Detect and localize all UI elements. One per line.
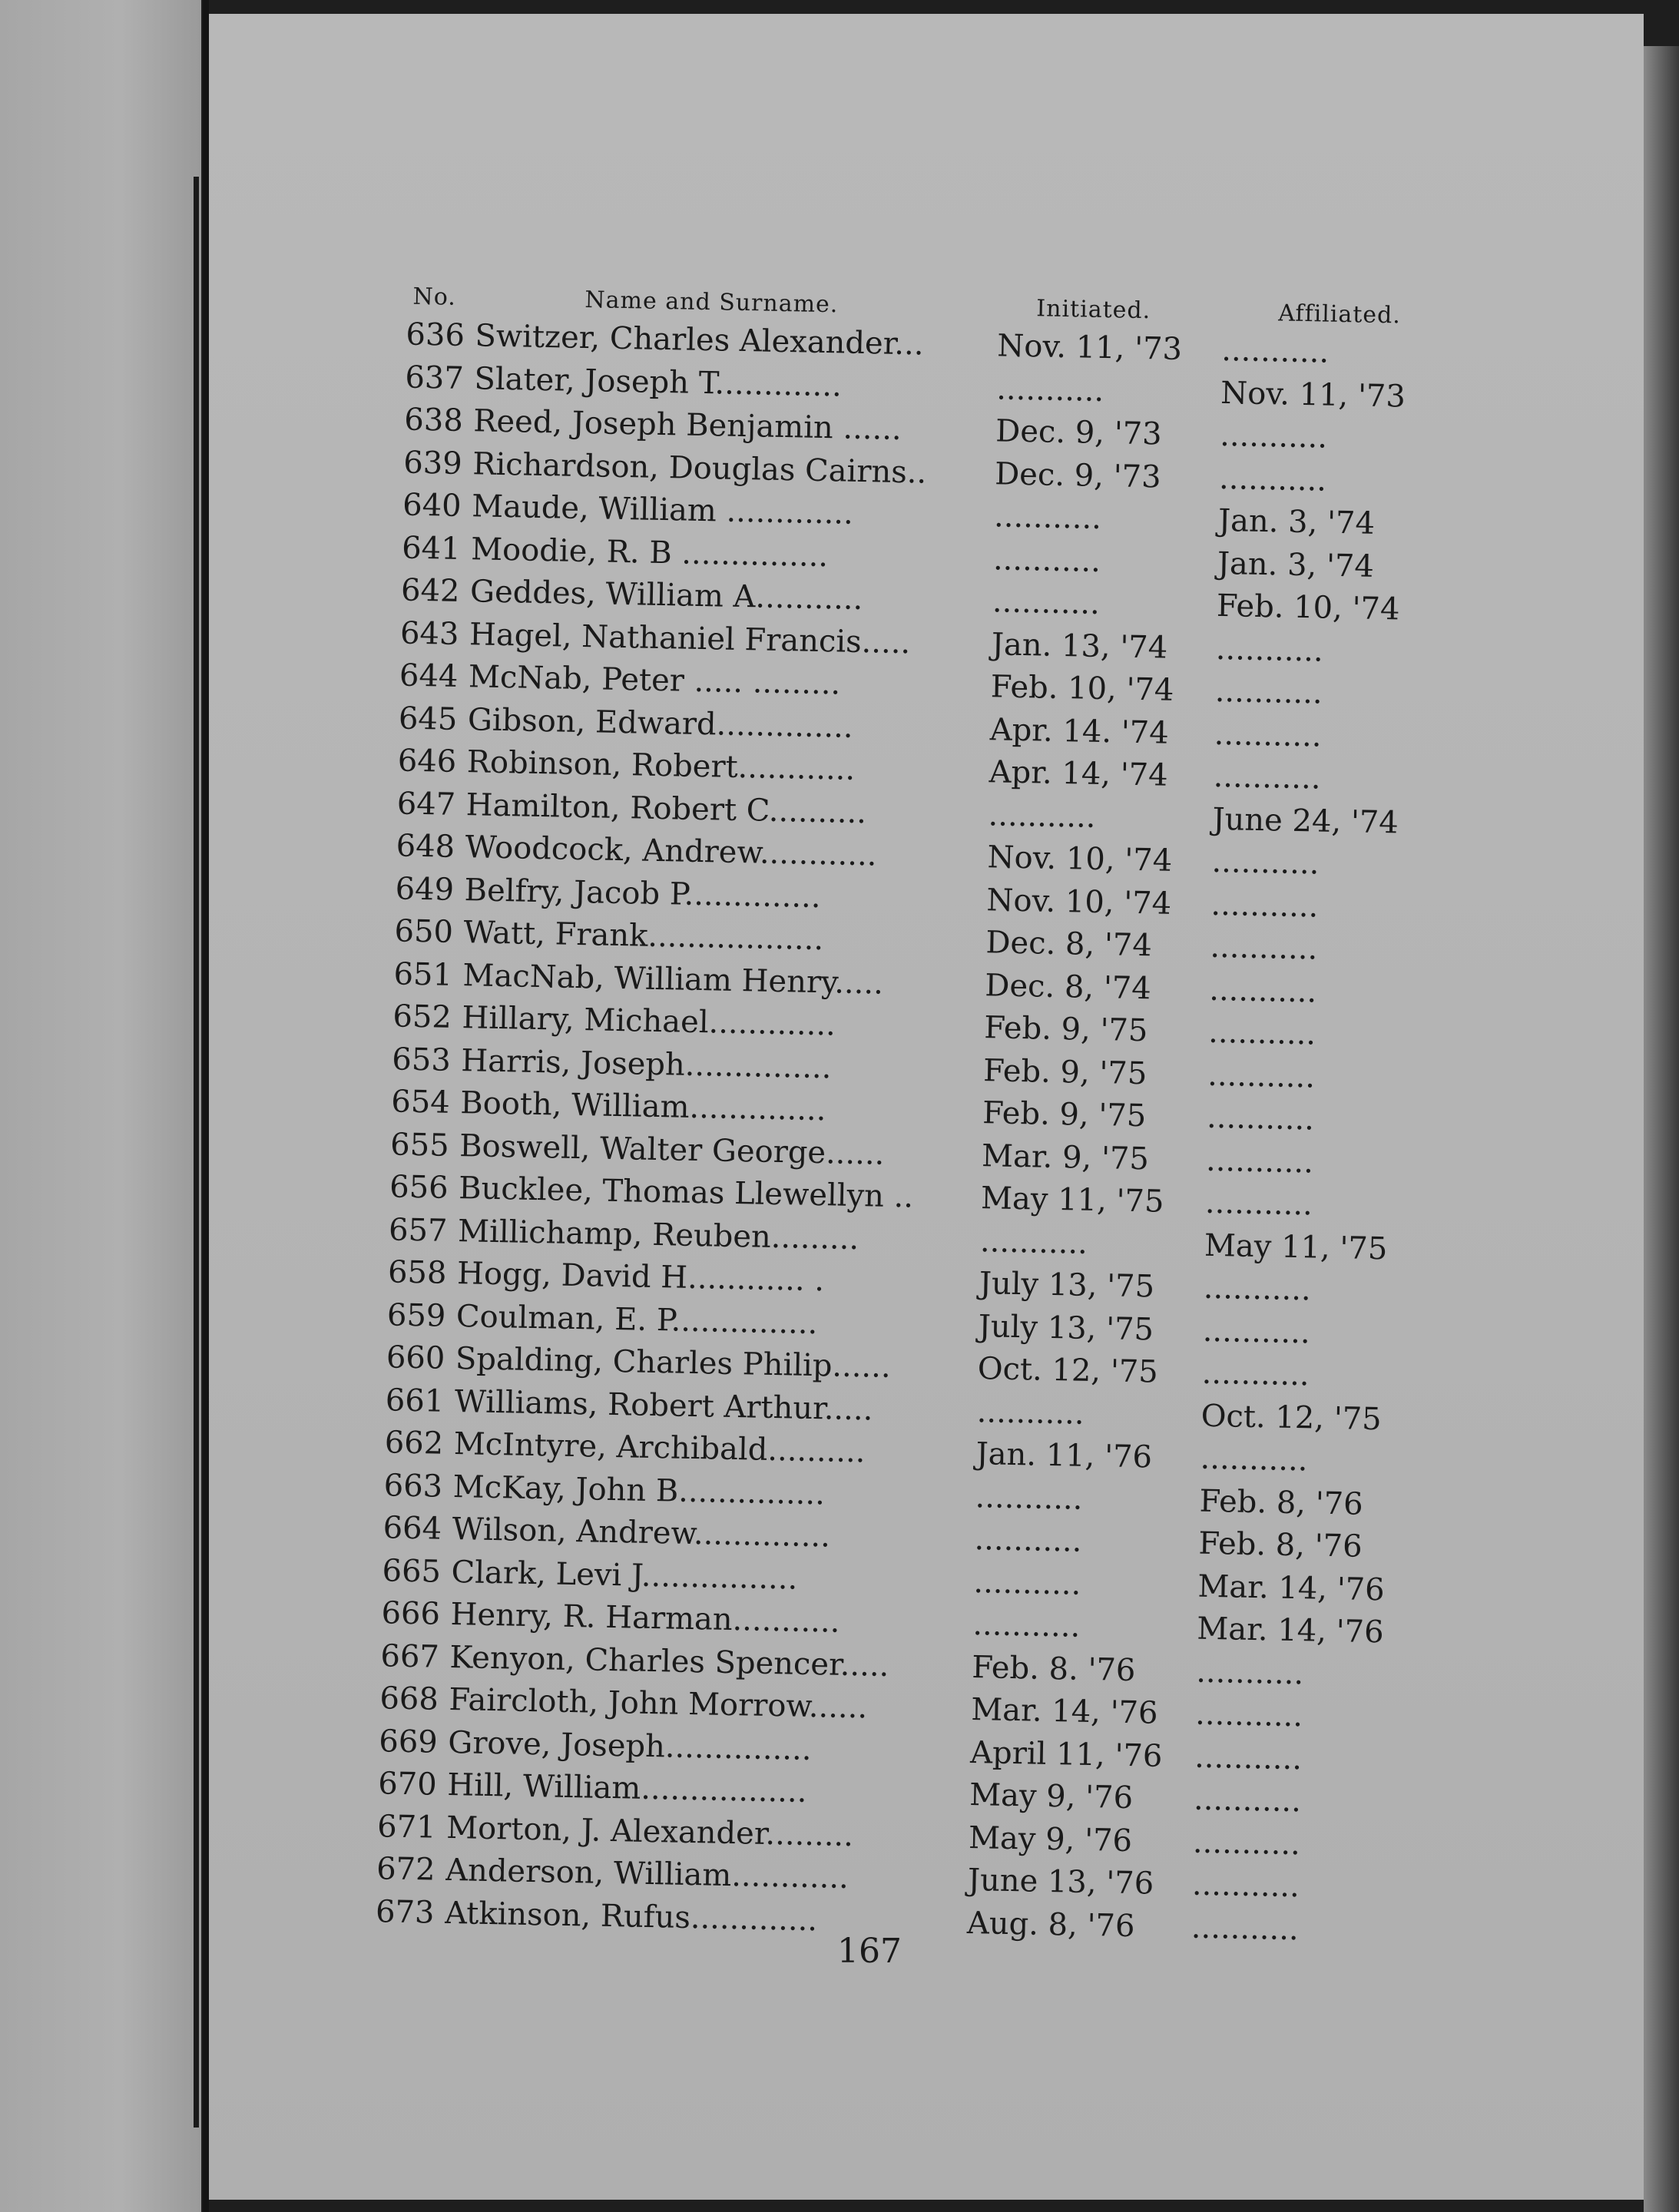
header-initiated: Initiated. (1036, 295, 1151, 325)
row-number: 667 (380, 1637, 440, 1675)
row-number: 656 (389, 1169, 449, 1206)
initiated-date: ........... (974, 1522, 1082, 1559)
initiated-date: Feb. 8. '76 (971, 1649, 1136, 1688)
affiliated-date: ........... (1211, 843, 1320, 882)
initiated-date: May 11, '75 (980, 1181, 1164, 1220)
row-number: 671 (376, 1808, 437, 1846)
affiliated-date: ........... (1200, 1440, 1308, 1479)
member-name: Hillary, Michael............. (462, 1000, 836, 1043)
affiliated-date: ........... (1214, 673, 1323, 711)
member-name: MacNab, William Henry..... (462, 957, 884, 1002)
row-number: 668 (379, 1681, 439, 1717)
initiated-date: Feb. 9, '75 (983, 1010, 1148, 1049)
affiliated-date: ........... (1214, 716, 1323, 754)
row-number: 672 (376, 1851, 435, 1888)
row-number: 648 (396, 828, 455, 865)
member-name: Moodie, R. B ............... (470, 531, 829, 574)
affiliated-date: ........... (1210, 886, 1319, 924)
initiated-date: May 9, '76 (969, 1777, 1134, 1816)
member-name: Robinson, Robert............ (466, 744, 856, 787)
row-number: 650 (394, 913, 454, 950)
row-number: 658 (387, 1254, 447, 1291)
affiliated-date: ........... (1193, 1781, 1302, 1820)
initiated-date: July 13, '75 (978, 1308, 1154, 1347)
affiliated-date: ........... (1215, 631, 1324, 669)
row-number: 657 (388, 1211, 448, 1249)
affiliated-date: ........... (1191, 1909, 1300, 1947)
row-number: 637 (405, 359, 465, 396)
affiliated-date: ........... (1220, 332, 1330, 370)
row-number: 649 (395, 870, 455, 908)
initiated-date: Dec. 8, '74 (985, 925, 1153, 964)
member-name: Kenyon, Charles Spencer..... (449, 1639, 889, 1684)
affiliated-date: ........... (1204, 1184, 1313, 1223)
row-number: 636 (406, 316, 465, 354)
member-name: Watt, Frank.................. (463, 915, 824, 958)
affiliated-date: ........... (1206, 1099, 1315, 1137)
row-number: 639 (402, 445, 463, 482)
row-number: 643 (399, 614, 459, 652)
initiated-date: Dec. 9, '73 (995, 413, 1163, 452)
member-name: Belfry, Jacob P.............. (464, 872, 822, 915)
binding-line (194, 177, 199, 2128)
facing-page-edge (0, 0, 201, 2212)
initiated-date: June 13, '76 (967, 1862, 1154, 1902)
row-number: 640 (402, 487, 462, 524)
member-name: Boswell, Walter George...... (459, 1128, 885, 1172)
initiated-date: Jan. 11, '76 (975, 1436, 1153, 1475)
row-number: 659 (386, 1296, 446, 1334)
affiliated-date: Feb. 8, '76 (1198, 1525, 1363, 1565)
initiated-date: ........... (995, 370, 1104, 409)
member-name: Harris, Joseph............... (460, 1042, 832, 1085)
page-stack-edge (1644, 46, 1679, 2212)
member-name: Millichamp, Reuben......... (457, 1213, 859, 1257)
initiated-date: May 9, '76 (968, 1820, 1133, 1859)
initiated-date: Aug. 8, '76 (966, 1905, 1135, 1944)
initiated-date: Nov. 10, '74 (986, 882, 1172, 922)
row-number: 653 (392, 1041, 452, 1078)
row-number: 673 (375, 1893, 435, 1931)
initiated-date: ........... (992, 584, 1101, 621)
affiliated-date: ........... (1203, 1270, 1312, 1308)
row-number: 662 (384, 1425, 444, 1462)
member-name: Hagel, Nathaniel Francis..... (469, 616, 911, 661)
member-name: Faircloth, John Morrow...... (449, 1681, 868, 1726)
member-name: Geddes, William A........... (469, 574, 863, 618)
affiliated-date: ........... (1210, 929, 1318, 967)
affiliated-date: ........... (1205, 1142, 1314, 1180)
initiated-date: Dec. 8, '74 (984, 967, 1152, 1006)
affiliated-date: ........... (1195, 1654, 1304, 1691)
member-name: Reed, Joseph Benjamin ...... (472, 403, 902, 447)
member-name: McNab, Peter ..... ......... (468, 659, 841, 702)
affiliated-date: ........... (1191, 1866, 1300, 1905)
row-number: 669 (378, 1723, 439, 1760)
affiliated-date: Mar. 14, '76 (1196, 1611, 1384, 1651)
affiliated-date: Feb. 10, '74 (1216, 588, 1400, 628)
header-affiliated: Affiliated. (1277, 300, 1402, 329)
member-name: Morton, J. Alexander......... (445, 1810, 854, 1853)
initiated-date: Feb. 10, '74 (990, 669, 1174, 708)
initiated-date: Feb. 9, '75 (982, 1052, 1147, 1091)
member-name: Maude, William ............. (471, 488, 854, 531)
affiliated-date: ........... (1201, 1355, 1310, 1393)
initiated-date: Dec. 9, '73 (994, 455, 1161, 495)
affiliated-date: ........... (1194, 1696, 1303, 1734)
member-name: Booth, William.............. (459, 1085, 826, 1128)
row-number: 645 (398, 700, 458, 737)
initiated-date: Mar. 9, '75 (981, 1137, 1150, 1177)
member-name: Atkinson, Rufus............. (444, 1895, 818, 1938)
initiated-date: ........... (993, 498, 1102, 536)
member-name: Gibson, Edward.............. (467, 701, 854, 745)
affiliated-date: Feb. 8, '76 (1199, 1483, 1364, 1522)
row-number: 660 (386, 1339, 445, 1376)
row-number: 638 (403, 402, 464, 439)
row-number: 652 (392, 998, 452, 1035)
gutter-shadow (203, 0, 209, 2212)
row-number: 665 (382, 1552, 442, 1590)
member-name: Williams, Robert Arthur..... (454, 1383, 873, 1427)
affiliated-date: ........... (1207, 1057, 1316, 1094)
member-name: Hill, William................. (446, 1767, 807, 1810)
initiated-date: ........... (976, 1393, 1085, 1432)
row-number: 663 (383, 1467, 443, 1505)
affiliated-date: ........... (1213, 758, 1321, 796)
member-name: Grove, Joseph............... (447, 1724, 812, 1767)
page-number: 167 (837, 1932, 902, 1971)
row-number: 670 (377, 1766, 438, 1803)
affiliated-date: Oct. 12, '75 (1200, 1398, 1383, 1437)
header-name: Name and Surname. (585, 286, 839, 319)
member-name: Hamilton, Robert C.......... (465, 786, 867, 830)
row-number: 647 (396, 785, 456, 823)
row-number: 644 (399, 657, 459, 694)
member-name: Clark, Levi J................ (451, 1554, 798, 1597)
initiated-date: ........... (973, 1564, 1081, 1602)
member-name: Hogg, David H............ . (456, 1256, 825, 1299)
initiated-date: ........... (975, 1479, 1083, 1517)
row-number: 661 (385, 1382, 445, 1419)
affiliated-date: ........... (1192, 1824, 1301, 1862)
member-name: Henry, R. Harman........... (450, 1596, 840, 1640)
member-name: Bucklee, Thomas Llewellyn .. (458, 1171, 914, 1215)
affiliated-date: May 11, '75 (1204, 1227, 1388, 1267)
initiated-date: Apr. 14, '74 (989, 754, 1169, 793)
initiated-date: Oct. 12, '75 (977, 1351, 1159, 1390)
initiated-date: Nov. 11, '73 (996, 328, 1183, 367)
initiated-date: Mar. 14, '76 (970, 1692, 1158, 1731)
affiliated-date: Jan. 3, '74 (1217, 502, 1376, 541)
row-number: 655 (389, 1126, 450, 1164)
row-number: 664 (382, 1510, 442, 1547)
member-name: McKay, John B............... (452, 1469, 826, 1512)
affiliated-date: ........... (1207, 1014, 1316, 1052)
affiliated-date: ........... (1218, 460, 1327, 498)
initiated-date: April 11, '76 (969, 1734, 1163, 1774)
member-name: Woodcock, Andrew............ (465, 830, 877, 873)
affiliated-date: June 24, '74 (1212, 801, 1399, 840)
affiliated-date: Mar. 14, '76 (1197, 1568, 1386, 1608)
member-name: Switzer, Charles Alexander... (475, 318, 924, 363)
initiated-date: ........... (972, 1607, 1081, 1644)
member-register-table (353, 276, 1444, 1953)
affiliated-date: ........... (1202, 1313, 1311, 1350)
initiated-date: ........... (992, 541, 1101, 579)
row-number: 646 (397, 743, 457, 780)
header-no: No. (412, 283, 457, 311)
member-name: Anderson, William............ (445, 1852, 849, 1896)
initiated-date: Apr. 14. '74 (989, 711, 1170, 751)
member-name: McIntyre, Archibald.......... (453, 1426, 866, 1470)
row-number: 641 (401, 530, 462, 567)
affiliated-date: ........... (1219, 417, 1328, 455)
member-name: Slater, Joseph T............. (474, 360, 843, 403)
initiated-date: ........... (979, 1223, 1088, 1261)
member-name: Wilson, Andrew.............. (452, 1512, 831, 1555)
row-number: 654 (390, 1084, 451, 1121)
affiliated-date: Nov. 11, '73 (1220, 375, 1406, 415)
row-number: 651 (393, 955, 453, 993)
affiliated-date: Jan. 3, '74 (1217, 545, 1375, 584)
member-name: Coulman, E. P............... (455, 1298, 818, 1341)
member-name: Spalding, Charles Philip...... (455, 1341, 892, 1385)
row-number: 666 (381, 1595, 441, 1632)
initiated-date: Nov. 10, '74 (987, 839, 1173, 879)
initiated-date: Jan. 13, '74 (991, 626, 1168, 666)
member-name: Richardson, Douglas Cairns.. (472, 445, 927, 491)
row-number: 642 (400, 572, 460, 609)
affiliated-date: ........... (1208, 972, 1317, 1009)
initiated-date: July 13, '75 (979, 1266, 1155, 1305)
initiated-date: ........... (988, 796, 1096, 835)
initiated-date: Feb. 9, '75 (982, 1095, 1147, 1134)
affiliated-date: ........... (1194, 1739, 1303, 1777)
table-body (353, 313, 1443, 1953)
